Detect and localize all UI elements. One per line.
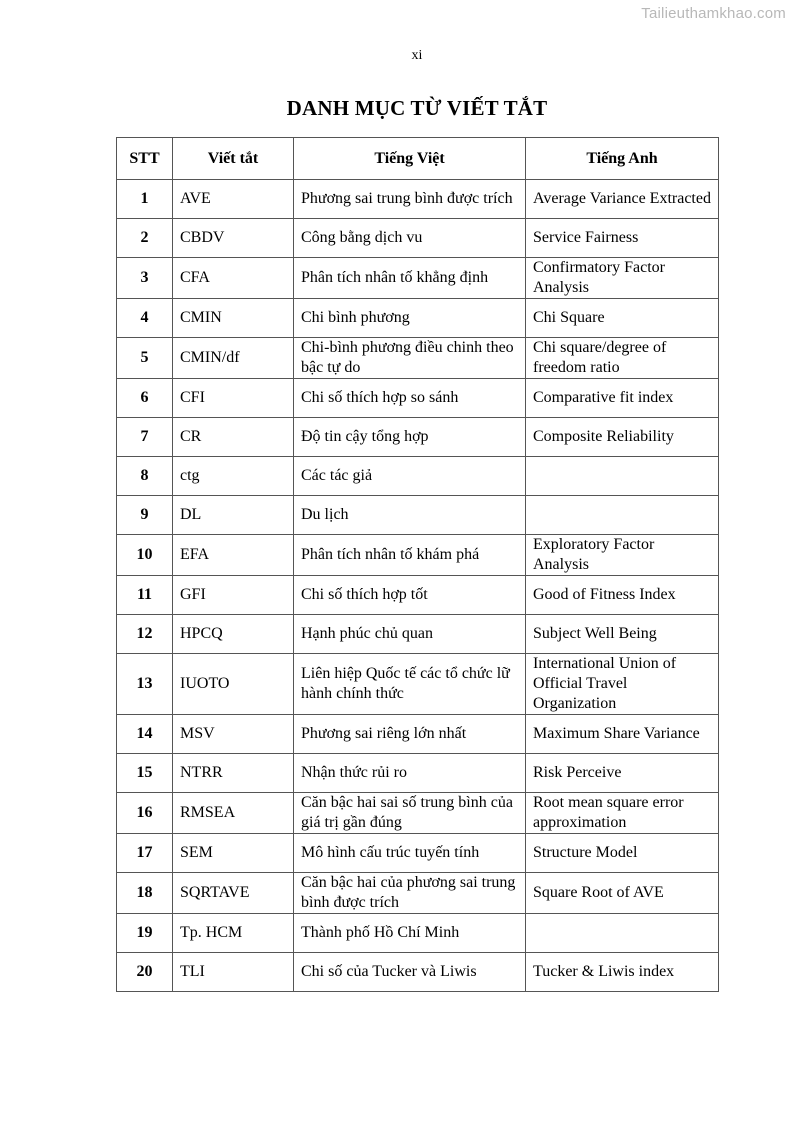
cell-english: Maximum Share Variance (526, 715, 719, 754)
table-row (117, 418, 719, 457)
cell-abbreviation: CBDV (173, 219, 294, 258)
table-row (117, 299, 719, 338)
cell-english (526, 914, 719, 953)
cell-stt: 11 (117, 576, 173, 615)
cell-stt: 6 (117, 379, 173, 418)
cell-vietnamese: Căn bậc hai của phương sai trung bình được trích (294, 873, 526, 914)
cell-vietnamese: Chi-bình phương điều chinh theo bậc tự do (294, 338, 526, 379)
cell-abbreviation: MSV (173, 715, 294, 754)
table-row (117, 535, 719, 576)
cell-stt: 14 (117, 715, 173, 754)
table-header-row (117, 138, 719, 180)
cell-stt: 19 (117, 914, 173, 953)
table-row (117, 219, 719, 258)
cell-vietnamese: Các tác giả (294, 457, 526, 496)
cell-english: Good of Fitness Index (526, 576, 719, 615)
cell-abbreviation: ctg (173, 457, 294, 496)
table-row (117, 180, 719, 219)
table-row (117, 338, 719, 379)
cell-vietnamese: Chi số thích hợp so sánh (294, 379, 526, 418)
cell-stt: 1 (117, 180, 173, 219)
cell-english (526, 457, 719, 496)
header-vietnamese: Tiếng Việt (294, 138, 526, 180)
cell-english: Risk Perceive (526, 754, 719, 793)
cell-abbreviation: CR (173, 418, 294, 457)
cell-vietnamese: Độ tin cậy tổng hợp (294, 418, 526, 457)
table-row (117, 914, 719, 953)
header-english: Tiếng Anh (526, 138, 719, 180)
table-row (117, 496, 719, 535)
cell-vietnamese: Phương sai trung bình được trích (294, 180, 526, 219)
cell-vietnamese: Căn bậc hai sai số trung bình của giá trị gần đúng (294, 793, 526, 834)
cell-english (526, 496, 719, 535)
cell-stt: 2 (117, 219, 173, 258)
cell-abbreviation: CMIN (173, 299, 294, 338)
cell-english: Exploratory Factor Analysis (526, 535, 719, 576)
cell-stt: 18 (117, 873, 173, 914)
cell-english: Comparative fit index (526, 379, 719, 418)
table-row (117, 576, 719, 615)
cell-stt: 7 (117, 418, 173, 457)
cell-stt: 15 (117, 754, 173, 793)
table-row (117, 379, 719, 418)
cell-vietnamese: Thành phố Hồ Chí Minh (294, 914, 526, 953)
cell-english: Tucker & Liwis index (526, 953, 719, 992)
cell-vietnamese: Chi số thích hợp tốt (294, 576, 526, 615)
cell-english: Composite Reliability (526, 418, 719, 457)
table-row (117, 615, 719, 654)
cell-english: Confirmatory Factor Analysis (526, 258, 719, 299)
table-row (117, 953, 719, 992)
cell-stt: 5 (117, 338, 173, 379)
cell-vietnamese: Phân tích nhân tố khám phá (294, 535, 526, 576)
cell-vietnamese: Chi bình phương (294, 299, 526, 338)
cell-english: Structure Model (526, 834, 719, 873)
cell-stt: 10 (117, 535, 173, 576)
cell-abbreviation: AVE (173, 180, 294, 219)
cell-stt: 17 (117, 834, 173, 873)
table-body (117, 180, 719, 992)
cell-vietnamese: Công bằng dịch vu (294, 219, 526, 258)
cell-stt: 16 (117, 793, 173, 834)
cell-abbreviation: Tp. HCM (173, 914, 294, 953)
table-row (117, 834, 719, 873)
cell-stt: 3 (117, 258, 173, 299)
cell-abbreviation: IUOTO (173, 654, 294, 715)
cell-stt: 9 (117, 496, 173, 535)
cell-abbreviation: SQRTAVE (173, 873, 294, 914)
header-stt: STT (117, 138, 173, 180)
cell-english: International Union of Official Travel Organization (526, 654, 719, 715)
header-abbreviation: Viết tắt (173, 138, 294, 180)
cell-abbreviation: CMIN/df (173, 338, 294, 379)
page-number: xi (411, 48, 423, 63)
table-row (117, 715, 719, 754)
cell-vietnamese: Du lịch (294, 496, 526, 535)
watermark: Tailieuthamkhao.com (641, 5, 786, 22)
cell-stt: 12 (117, 615, 173, 654)
cell-abbreviation: EFA (173, 535, 294, 576)
abbreviation-table (116, 137, 719, 992)
cell-abbreviation: RMSEA (173, 793, 294, 834)
cell-vietnamese: Nhận thức rủi ro (294, 754, 526, 793)
table-row (117, 457, 719, 496)
cell-vietnamese: Phương sai riêng lớn nhất (294, 715, 526, 754)
cell-english: Average Variance Extracted (526, 180, 719, 219)
cell-abbreviation: SEM (173, 834, 294, 873)
cell-abbreviation: DL (173, 496, 294, 535)
table-row (117, 258, 719, 299)
table-row (117, 873, 719, 914)
cell-vietnamese: Hạnh phúc chủ quan (294, 615, 526, 654)
cell-stt: 8 (117, 457, 173, 496)
cell-abbreviation: GFI (173, 576, 294, 615)
cell-english: Square Root of AVE (526, 873, 719, 914)
cell-abbreviation: HPCQ (173, 615, 294, 654)
cell-stt: 20 (117, 953, 173, 992)
table-row (117, 654, 719, 715)
cell-stt: 4 (117, 299, 173, 338)
cell-abbreviation: CFI (173, 379, 294, 418)
cell-vietnamese: Chi số của Tucker và Liwis (294, 953, 526, 992)
cell-vietnamese: Mô hình cấu trúc tuyến tính (294, 834, 526, 873)
cell-english: Chi square/degree of freedom ratio (526, 338, 719, 379)
cell-english: Root mean square error approximation (526, 793, 719, 834)
table-header (117, 138, 719, 180)
cell-abbreviation: TLI (173, 953, 294, 992)
cell-vietnamese: Phân tích nhân tố khẳng định (294, 258, 526, 299)
cell-english: Service Fairness (526, 219, 719, 258)
cell-english: Chi Square (526, 299, 719, 338)
cell-stt: 13 (117, 654, 173, 715)
page-title: DANH MỤC TỪ VIẾT TẮT (286, 96, 548, 120)
cell-english: Subject Well Being (526, 615, 719, 654)
table-row (117, 793, 719, 834)
cell-abbreviation: CFA (173, 258, 294, 299)
cell-abbreviation: NTRR (173, 754, 294, 793)
table-row (117, 754, 719, 793)
cell-vietnamese: Liên hiệp Quốc tế các tổ chức lữ hành chính thức (294, 654, 526, 715)
